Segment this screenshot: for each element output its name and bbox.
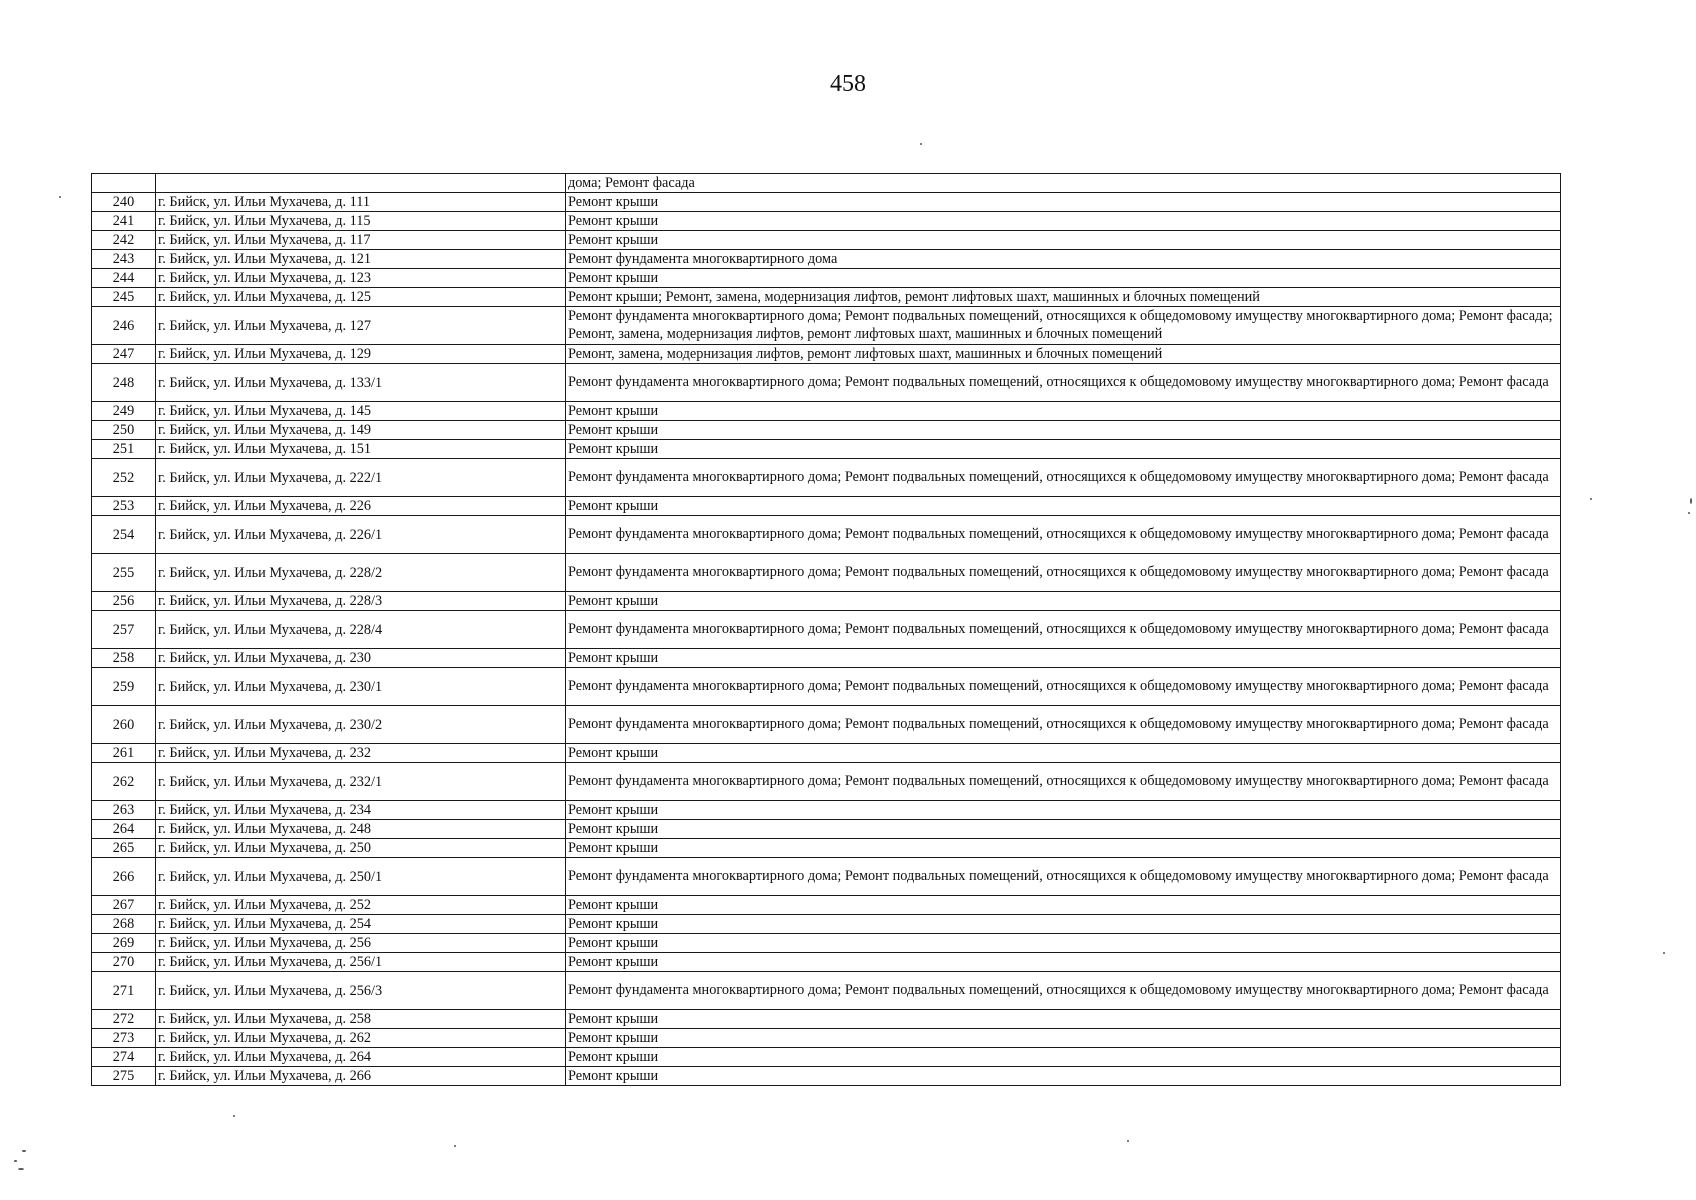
address-cell: г. Бийск, ул. Ильи Мухачева, д. 111 [156,193,566,212]
address-cell: г. Бийск, ул. Ильи Мухачева, д. 252 [156,896,566,915]
table-row [92,345,1561,364]
address-cell: г. Бийск, ул. Ильи Мухачева, д. 258 [156,1010,566,1029]
address-cell: г. Бийск, ул. Ильи Мухачева, д. 226 [156,497,566,516]
row-number: 241 [92,212,156,231]
table-row [92,706,1561,744]
scan-speck [1127,1140,1129,1142]
address-cell: г. Бийск, ул. Ильи Мухачева, д. 222/1 [156,459,566,497]
scan-speck [18,1168,24,1170]
repair-work-cell: Ремонт фундамента многоквартирного дома; Ремонт подвальных помещений, относящихся к общедомовому имуществу многоквартирного дома; Ремонт фасада [566,516,1561,554]
address-cell: г. Бийск, ул. Ильи Мухачева, д. 262 [156,1029,566,1048]
address-cell: г. Бийск, ул. Ильи Мухачева, д. 125 [156,288,566,307]
address-cell: г. Бийск, ул. Ильи Мухачева, д. 115 [156,212,566,231]
table-body [92,174,1561,1086]
repair-work-cell: Ремонт крыши [566,839,1561,858]
row-number: 272 [92,1010,156,1029]
row-number: 250 [92,421,156,440]
row-number: 240 [92,193,156,212]
repair-work-cell: Ремонт фундамента многоквартирного дома; Ремонт подвальных помещений, относящихся к общедомовому имуществу многоквартирного дома; Ремонт фасада [566,706,1561,744]
scan-speck [59,196,61,198]
repair-work-cell: дома; Ремонт фасада [566,174,1561,193]
row-number: 258 [92,649,156,668]
repair-work-cell: Ремонт крыши [566,193,1561,212]
repair-work-cell: Ремонт крыши [566,269,1561,288]
row-number: 247 [92,345,156,364]
repair-work-cell: Ремонт фундамента многоквартирного дома [566,250,1561,269]
table-row [92,516,1561,554]
address-cell: г. Бийск, ул. Ильи Мухачева, д. 264 [156,1048,566,1067]
row-number: 257 [92,611,156,649]
table-row [92,801,1561,820]
table-row [92,402,1561,421]
repair-work-cell: Ремонт фундамента многоквартирного дома; Ремонт подвальных помещений, относящихся к общедомовому имуществу многоквартирного дома; Ремонт фасада; Ремонт, замена, модернизация лифтов, ремонт лифтовых шахт, машинных и блочных помещений [566,307,1561,345]
address-cell: г. Бийск, ул. Ильи Мухачева, д. 234 [156,801,566,820]
scan-speck [1688,512,1690,514]
repair-work-cell: Ремонт крыши [566,421,1561,440]
repair-work-cell: Ремонт крыши [566,497,1561,516]
scan-speck [1663,952,1665,954]
repair-work-cell: Ремонт крыши [566,953,1561,972]
address-cell: г. Бийск, ул. Ильи Мухачева, д. 256 [156,934,566,953]
table-row [92,269,1561,288]
scan-speck [454,1145,456,1147]
table-row [92,915,1561,934]
table-row [92,820,1561,839]
row-number: 255 [92,554,156,592]
repair-work-cell: Ремонт крыши [566,744,1561,763]
repair-work-cell: Ремонт фундамента многоквартирного дома; Ремонт подвальных помещений, относящихся к общедомовому имуществу многоквартирного дома; Ремонт фасада [566,972,1561,1010]
scan-speck [920,143,922,145]
scan-speck [14,1160,17,1162]
row-number: 273 [92,1029,156,1048]
row-number: 271 [92,972,156,1010]
row-number: 268 [92,915,156,934]
row-number: 263 [92,801,156,820]
table-row [92,763,1561,801]
row-number: 267 [92,896,156,915]
repair-work-cell: Ремонт крыши [566,1029,1561,1048]
row-number: 270 [92,953,156,972]
address-cell: г. Бийск, ул. Ильи Мухачева, д. 254 [156,915,566,934]
row-number: 246 [92,307,156,345]
table-row [92,649,1561,668]
repair-work-cell: Ремонт крыши [566,915,1561,934]
address-cell: г. Бийск, ул. Ильи Мухачева, д. 121 [156,250,566,269]
scan-speck [233,1115,235,1117]
repair-work-cell: Ремонт крыши [566,231,1561,250]
address-cell: г. Бийск, ул. Ильи Мухачева, д. 127 [156,307,566,345]
row-number: 251 [92,440,156,459]
table-row [92,497,1561,516]
row-number: 253 [92,497,156,516]
row-number: 266 [92,858,156,896]
repair-work-cell: Ремонт фундамента многоквартирного дома; Ремонт подвальных помещений, относящихся к общедомовому имуществу многоквартирного дома; Ремонт фасада [566,611,1561,649]
repair-work-cell: Ремонт фундамента многоквартирного дома; Ремонт подвальных помещений, относящихся к общедомовому имуществу многоквартирного дома; Ремонт фасада [566,364,1561,402]
repair-work-cell: Ремонт фундамента многоквартирного дома; Ремонт подвальных помещений, относящихся к общедомовому имуществу многоквартирного дома; Ремонт фасада [566,459,1561,497]
address-cell: г. Бийск, ул. Ильи Мухачева, д. 133/1 [156,364,566,402]
table-row [92,231,1561,250]
row-number: 243 [92,250,156,269]
row-number: 245 [92,288,156,307]
page-number: 458 [830,71,866,97]
table-row [92,288,1561,307]
address-cell: г. Бийск, ул. Ильи Мухачева, д. 232/1 [156,763,566,801]
table-row [92,364,1561,402]
address-cell: г. Бийск, ул. Ильи Мухачева, д. 256/3 [156,972,566,1010]
row-number: 261 [92,744,156,763]
address-cell: г. Бийск, ул. Ильи Мухачева, д. 230 [156,649,566,668]
scan-speck [1690,498,1692,504]
address-cell: г. Бийск, ул. Ильи Мухачева, д. 230/1 [156,668,566,706]
table-row [92,972,1561,1010]
table-row [92,1010,1561,1029]
address-cell: г. Бийск, ул. Ильи Мухачева, д. 123 [156,269,566,288]
repair-work-cell: Ремонт крыши [566,1067,1561,1086]
address-cell: г. Бийск, ул. Ильи Мухачева, д. 117 [156,231,566,250]
table-row [92,839,1561,858]
address-cell: г. Бийск, ул. Ильи Мухачева, д. 228/4 [156,611,566,649]
table-row [92,858,1561,896]
row-number: 252 [92,459,156,497]
row-number: 274 [92,1048,156,1067]
address-cell [156,174,566,193]
table-row [92,592,1561,611]
table-row [92,459,1561,497]
table-row [92,1048,1561,1067]
repair-work-cell: Ремонт фундамента многоквартирного дома; Ремонт подвальных помещений, относящихся к общедомовому имуществу многоквартирного дома; Ремонт фасада [566,763,1561,801]
repair-work-cell: Ремонт крыши [566,934,1561,953]
repair-schedule-table [91,173,1561,1086]
repair-work-cell: Ремонт крыши [566,801,1561,820]
repair-work-cell: Ремонт фундамента многоквартирного дома; Ремонт подвальных помещений, относящихся к общедомовому имуществу многоквартирного дома; Ремонт фасада [566,858,1561,896]
repair-work-cell: Ремонт, замена, модернизация лифтов, ремонт лифтовых шахт, машинных и блочных помещений [566,345,1561,364]
address-cell: г. Бийск, ул. Ильи Мухачева, д. 149 [156,421,566,440]
address-cell: г. Бийск, ул. Ильи Мухачева, д. 145 [156,402,566,421]
table-row [92,212,1561,231]
table-row [92,174,1561,193]
table-row [92,307,1561,345]
row-number: 256 [92,592,156,611]
row-number: 249 [92,402,156,421]
table-row [92,1029,1561,1048]
repair-work-cell: Ремонт крыши [566,1048,1561,1067]
repair-work-cell: Ремонт крыши [566,402,1561,421]
row-number: 244 [92,269,156,288]
address-cell: г. Бийск, ул. Ильи Мухачева, д. 266 [156,1067,566,1086]
address-cell: г. Бийск, ул. Ильи Мухачева, д. 250 [156,839,566,858]
row-number: 259 [92,668,156,706]
table-row [92,744,1561,763]
repair-work-cell: Ремонт крыши [566,592,1561,611]
table-row [92,421,1561,440]
address-cell: г. Бийск, ул. Ильи Мухачева, д. 256/1 [156,953,566,972]
row-number: 265 [92,839,156,858]
table-row [92,668,1561,706]
address-cell: г. Бийск, ул. Ильи Мухачева, д. 230/2 [156,706,566,744]
address-cell: г. Бийск, ул. Ильи Мухачева, д. 129 [156,345,566,364]
scan-speck [22,1150,26,1152]
table-row [92,611,1561,649]
table-row [92,250,1561,269]
row-number: 262 [92,763,156,801]
address-cell: г. Бийск, ул. Ильи Мухачева, д. 228/3 [156,592,566,611]
row-number: 269 [92,934,156,953]
address-cell: г. Бийск, ул. Ильи Мухачева, д. 232 [156,744,566,763]
table-row [92,953,1561,972]
table-row [92,440,1561,459]
address-cell: г. Бийск, ул. Ильи Мухачева, д. 250/1 [156,858,566,896]
address-cell: г. Бийск, ул. Ильи Мухачева, д. 228/2 [156,554,566,592]
address-cell: г. Бийск, ул. Ильи Мухачева, д. 248 [156,820,566,839]
row-number: 264 [92,820,156,839]
row-number: 275 [92,1067,156,1086]
table-row [92,1067,1561,1086]
address-cell: г. Бийск, ул. Ильи Мухачева, д. 226/1 [156,516,566,554]
repair-work-cell: Ремонт крыши [566,896,1561,915]
table-row [92,554,1561,592]
repair-work-cell: Ремонт крыши [566,820,1561,839]
row-number [92,174,156,193]
table-row [92,193,1561,212]
table-row [92,896,1561,915]
repair-work-cell: Ремонт крыши [566,212,1561,231]
row-number: 254 [92,516,156,554]
row-number: 260 [92,706,156,744]
table-row [92,934,1561,953]
scan-speck [1590,498,1592,500]
repair-work-cell: Ремонт крыши [566,649,1561,668]
repair-work-cell: Ремонт фундамента многоквартирного дома; Ремонт подвальных помещений, относящихся к общедомовому имуществу многоквартирного дома; Ремонт фасада [566,668,1561,706]
repair-work-cell: Ремонт фундамента многоквартирного дома; Ремонт подвальных помещений, относящихся к общедомовому имуществу многоквартирного дома; Ремонт фасада [566,554,1561,592]
address-cell: г. Бийск, ул. Ильи Мухачева, д. 151 [156,440,566,459]
row-number: 248 [92,364,156,402]
repair-work-cell: Ремонт крыши [566,440,1561,459]
repair-work-cell: Ремонт крыши; Ремонт, замена, модернизация лифтов, ремонт лифтовых шахт, машинных и блочных помещений [566,288,1561,307]
repair-work-cell: Ремонт крыши [566,1010,1561,1029]
row-number: 242 [92,231,156,250]
